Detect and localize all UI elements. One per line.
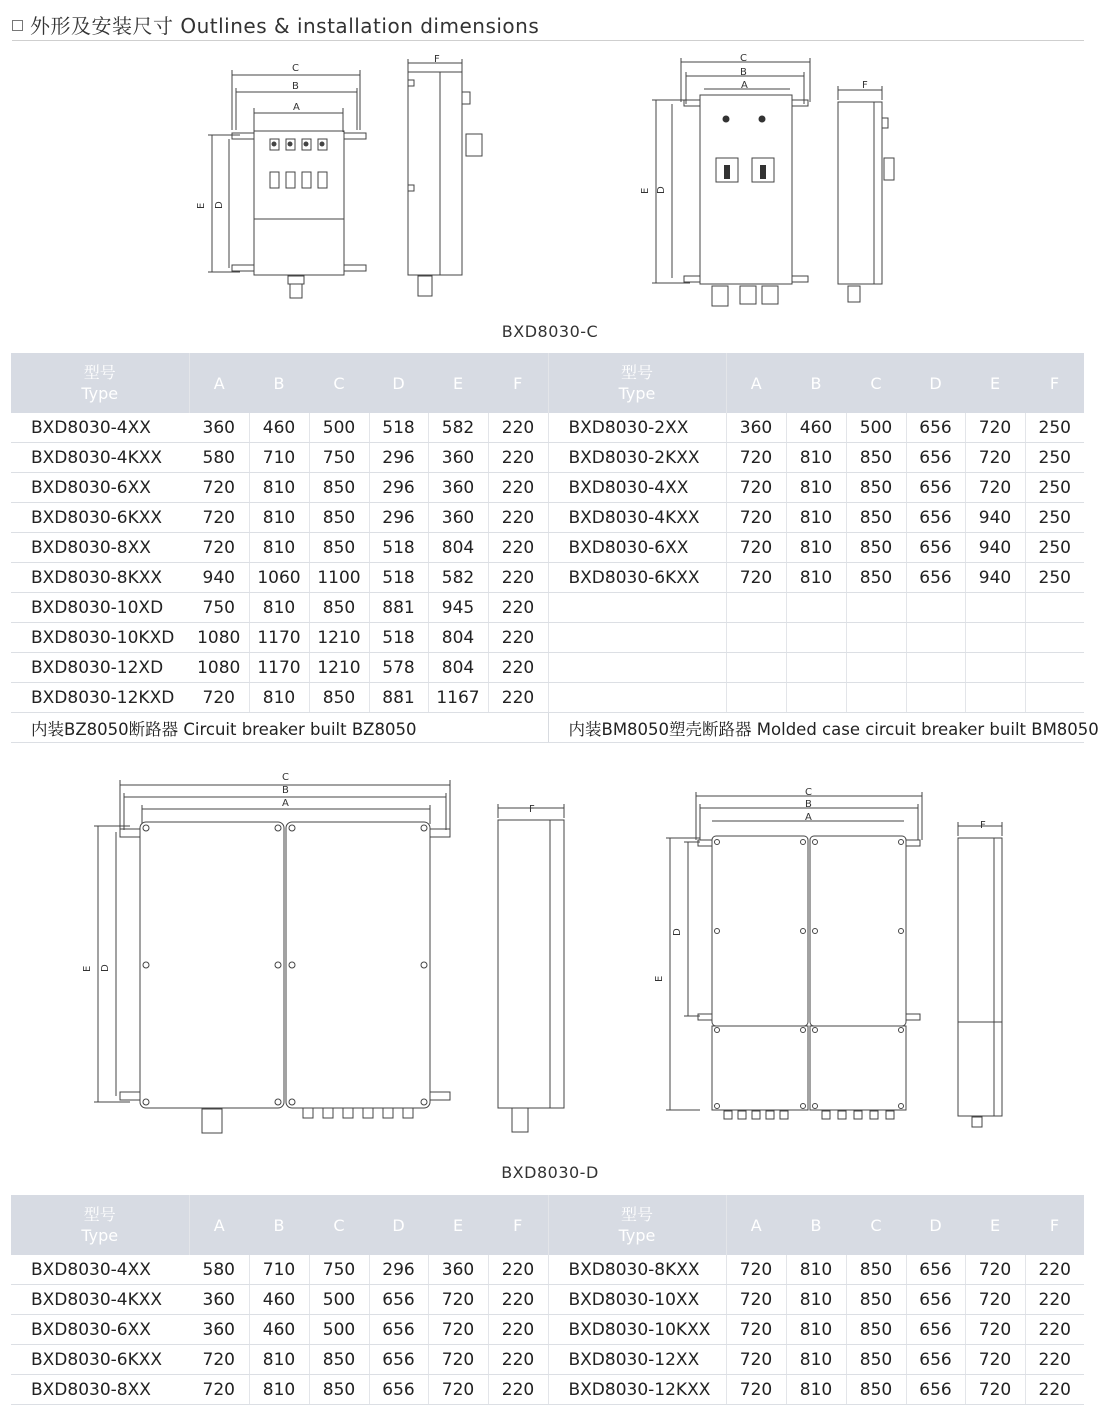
dimension-cell [1025,683,1084,713]
dimension-cell: 220 [488,1375,548,1405]
dimension-cell: 220 [488,1255,548,1285]
dimension-cell: 220 [1025,1255,1084,1285]
dimension-cell [726,683,786,713]
svg-text:B: B [292,81,299,92]
svg-text:E: E [640,187,651,194]
dimension-cell: 810 [249,683,309,713]
dimension-cell: 810 [249,533,309,563]
svg-text:B: B [282,785,289,796]
dimension-cell: 220 [1025,1345,1084,1375]
dimension-cell [1025,623,1084,653]
header-e: E [965,1195,1025,1255]
dimension-cell: 250 [1025,443,1084,473]
dimension-cell: 1210 [309,653,369,683]
dimension-cell: 720 [189,1345,249,1375]
dimension-cell: 656 [369,1285,428,1315]
dimension-cell: 710 [249,443,309,473]
dimension-cell: 220 [488,623,548,653]
dimension-cell: 656 [906,1375,965,1405]
dimension-cell: 850 [309,473,369,503]
dimension-cell: 810 [786,443,846,473]
table-row [11,1285,1084,1315]
dimension-cell: 656 [906,533,965,563]
dimension-cell: 850 [309,503,369,533]
dimension-cell: 296 [369,473,428,503]
header-b: B [249,1195,309,1255]
header-f: F [488,1195,548,1255]
dimension-cell: 1080 [189,623,249,653]
dimension-cell: 720 [189,503,249,533]
dimension-cell: 810 [786,1315,846,1345]
dimension-cell: 810 [786,1255,846,1285]
header-f: F [488,353,548,413]
dimension-cell: 500 [846,413,906,443]
dimension-cell: 656 [369,1345,428,1375]
svg-text:E: E [196,202,207,209]
dimension-cell: 720 [726,1285,786,1315]
table-row [11,653,1084,683]
dimension-cell: 296 [369,503,428,533]
svg-text:B: B [805,799,812,810]
dimension-cell: 810 [249,503,309,533]
dimension-cell: 720 [965,1255,1025,1285]
dimension-cell: 656 [906,1285,965,1315]
svg-text:C: C [740,53,747,64]
dimension-cell: 360 [428,473,488,503]
dimension-cell: 720 [189,683,249,713]
type-cell: BXD8030-2XX [548,413,726,443]
dimension-cell: 220 [488,503,548,533]
dimension-cell: 220 [488,443,548,473]
table-row [11,443,1084,473]
dimension-cell: 720 [726,1345,786,1375]
dimension-cell: 360 [189,1285,249,1315]
type-cell: BXD8030-12XD [11,653,189,683]
table-row [11,1375,1084,1405]
type-cell: BXD8030-6KXX [548,563,726,593]
dimension-cell: 220 [1025,1285,1084,1315]
dimension-cell: 360 [428,443,488,473]
header-e: E [965,353,1025,413]
caption-bxd8030-d: BXD8030-D [501,1163,599,1182]
dimension-cell: 220 [488,563,548,593]
type-cell: BXD8030-6KXX [11,503,189,533]
dimension-cell: 460 [249,413,309,443]
dimension-cell: 720 [428,1315,488,1345]
dimension-cell [1025,593,1084,623]
dimension-cell: 460 [249,1285,309,1315]
type-cell: BXD8030-10XD [11,593,189,623]
dimension-cell: 850 [309,683,369,713]
dimension-cell [846,653,906,683]
dimension-cell: 940 [965,533,1025,563]
type-cell: BXD8030-6XX [11,473,189,503]
type-cell: BXD8030-8KXX [548,1255,726,1285]
checkbox-square-icon [12,20,23,31]
section-header [12,6,1084,41]
header-c: C [309,353,369,413]
type-cell [548,653,726,683]
dimension-cell: 720 [726,1315,786,1345]
table-note-row [11,713,1084,743]
dimension-cell: 656 [369,1375,428,1405]
spec-table-c [11,353,1099,743]
dimension-cell: 580 [189,1255,249,1285]
dimension-cell [846,623,906,653]
header-e: E [428,1195,488,1255]
table-row [11,473,1084,503]
dimension-cell: 850 [846,503,906,533]
header-b: B [249,353,309,413]
dimension-cell: 720 [726,533,786,563]
dimension-cell: 940 [965,503,1025,533]
header-type: 型号 Type [11,353,189,413]
dimension-cell: 220 [488,473,548,503]
dimension-cell [786,593,846,623]
dimension-cell: 850 [846,563,906,593]
dimension-cell: 460 [786,413,846,443]
dimension-cell: 360 [428,1255,488,1285]
dimension-cell: 656 [906,1345,965,1375]
dimension-cell: 850 [846,1345,906,1375]
dimension-cell: 720 [428,1375,488,1405]
dimension-cell: 518 [369,623,428,653]
dimension-cell: 656 [906,473,965,503]
dimension-cell [786,623,846,653]
caption-bxd8030-c: BXD8030-C [501,322,599,341]
type-cell: BXD8030-8XX [11,1375,189,1405]
dimension-cell: 804 [428,533,488,563]
dimension-cell: 1210 [309,623,369,653]
dimension-cell: 656 [906,1315,965,1345]
dimension-cell: 220 [488,413,548,443]
header-b: B [786,353,846,413]
dimension-cell: 518 [369,533,428,563]
dimension-cell: 580 [189,443,249,473]
dimension-cell: 850 [846,1315,906,1345]
dimension-cell: 720 [726,503,786,533]
dimension-cell: 881 [369,593,428,623]
dimension-cell [786,683,846,713]
header-d: D [369,1195,428,1255]
header-d: D [369,353,428,413]
dimension-cell: 250 [1025,413,1084,443]
dimension-cell: 1060 [249,563,309,593]
drawing-d [0,765,1100,1165]
svg-text:C: C [292,63,299,74]
svg-text:F: F [862,80,868,91]
dimension-cell: 250 [1025,473,1084,503]
dimension-cell: 656 [369,1315,428,1345]
type-cell: BXD8030-2KXX [548,443,726,473]
dimension-cell [906,683,965,713]
header-e: E [428,353,488,413]
table-row [11,1255,1084,1285]
type-cell: BXD8030-4KXX [11,1285,189,1315]
dimension-cell [726,653,786,683]
dimension-cell: 250 [1025,533,1084,563]
dimension-cell: 656 [906,1255,965,1285]
type-cell: BXD8030-6XX [11,1315,189,1345]
dimension-cell: 582 [428,563,488,593]
svg-text:C: C [282,772,289,783]
dimension-cell: 720 [726,1255,786,1285]
dimension-cell: 720 [965,443,1025,473]
dimension-cell: 720 [965,1285,1025,1315]
dimension-cell: 296 [369,1255,428,1285]
dimension-cell: 750 [309,1255,369,1285]
dimension-cell [906,653,965,683]
dimension-cell: 850 [846,443,906,473]
dimension-cell: 220 [488,1285,548,1315]
header-a: A [726,1195,786,1255]
svg-text:A: A [805,812,812,823]
dimension-cell: 810 [786,533,846,563]
type-cell: BXD8030-4KXX [548,503,726,533]
table-header-row [11,353,1084,413]
svg-text:F: F [980,820,986,831]
dimension-cell: 578 [369,653,428,683]
dimension-cell [846,683,906,713]
dimension-cell: 850 [846,1255,906,1285]
svg-text:F: F [529,804,535,815]
dimension-cell: 810 [786,1285,846,1315]
dimension-cell [965,593,1025,623]
table-row [11,593,1084,623]
dimension-cell: 460 [249,1315,309,1345]
dimension-cell: 810 [249,1345,309,1375]
dimension-cell: 850 [846,1285,906,1315]
svg-text:E: E [654,975,665,982]
dimension-cell: 360 [189,1315,249,1345]
dimension-cell: 720 [726,443,786,473]
dimension-cell: 850 [309,533,369,563]
svg-text:B: B [740,67,747,78]
type-cell: BXD8030-4KXX [11,443,189,473]
type-cell: BXD8030-6XX [548,533,726,563]
dimension-cell [965,623,1025,653]
dimension-cell: 810 [786,473,846,503]
dimension-cell: 220 [488,593,548,623]
dimension-cell: 810 [786,563,846,593]
dimension-cell: 656 [906,563,965,593]
type-cell: BXD8030-4XX [11,413,189,443]
type-cell: BXD8030-10XX [548,1285,726,1315]
note-left: 内装BZ8050断路器 Circuit breaker built BZ8050 [11,713,548,743]
type-cell: BXD8030-8KXX [11,563,189,593]
dimension-cell: 804 [428,653,488,683]
table-row [11,413,1084,443]
note-right: 内装BM8050塑壳断路器 Molded case circuit breaker built BM8050 [548,713,1084,743]
svg-text:D: D [100,964,111,972]
type-cell [548,593,726,623]
dimension-cell: 810 [786,1375,846,1405]
dimension-cell [726,593,786,623]
dimension-cell: 360 [189,413,249,443]
header-a: A [189,353,249,413]
dimension-cell: 720 [965,1375,1025,1405]
dimension-cell: 1170 [249,653,309,683]
type-cell [548,683,726,713]
header-b: B [786,1195,846,1255]
dimension-cell: 710 [249,1255,309,1285]
dimension-cell [906,593,965,623]
dimension-cell: 1170 [249,623,309,653]
dimension-cell: 720 [726,563,786,593]
dimension-cell: 220 [1025,1375,1084,1405]
header-type: 型号 Type [11,1195,189,1255]
svg-text:A: A [741,80,748,91]
svg-text:C: C [805,787,812,798]
dimension-cell [906,623,965,653]
dimension-cell: 720 [189,533,249,563]
dimension-cell: 250 [1025,503,1084,533]
header-f: F [1025,1195,1084,1255]
dimension-cell: 250 [1025,563,1084,593]
dimension-cell: 720 [965,473,1025,503]
spec-table-d [11,1195,1084,1405]
dimension-cell: 500 [309,1315,369,1345]
table-row [11,1345,1084,1375]
svg-text:D: D [214,201,225,209]
type-cell: BXD8030-12KXX [548,1375,726,1405]
dimension-cell: 850 [846,533,906,563]
type-cell: BXD8030-4XX [548,473,726,503]
type-cell: BXD8030-8XX [11,533,189,563]
dimension-cell: 720 [726,1375,786,1405]
dimension-cell: 850 [309,593,369,623]
header-d: D [906,353,965,413]
table-row [11,503,1084,533]
dimension-cell: 881 [369,683,428,713]
type-cell: BXD8030-10KXX [548,1315,726,1345]
dimension-cell: 810 [786,1345,846,1375]
dimension-cell: 518 [369,413,428,443]
dimension-cell: 850 [846,473,906,503]
dimension-cell: 1100 [309,563,369,593]
dimension-cell: 500 [309,1285,369,1315]
dimension-cell: 850 [309,1375,369,1405]
dimension-cell: 656 [906,413,965,443]
dimension-cell [786,653,846,683]
dimension-cell: 850 [846,1375,906,1405]
dimension-cell: 1167 [428,683,488,713]
svg-text:A: A [282,798,289,809]
svg-text:F: F [434,54,440,65]
dimension-cell: 220 [488,683,548,713]
dimension-cell: 720 [428,1285,488,1315]
table-row [11,1315,1084,1345]
header-c: C [309,1195,369,1255]
dimension-cell: 582 [428,413,488,443]
type-cell: BXD8030-10KXD [11,623,189,653]
dimension-cell: 940 [965,563,1025,593]
dimension-cell: 500 [309,413,369,443]
page-title: 外形及安装尺寸 Outlines & installation dimensions [30,14,540,38]
type-cell: BXD8030-6KXX [11,1345,189,1375]
header-f: F [1025,353,1084,413]
dimension-cell: 810 [249,593,309,623]
dimension-cell [1025,653,1084,683]
dimension-cell: 810 [786,503,846,533]
dimension-cell: 720 [965,1345,1025,1375]
dimension-cell: 220 [488,1345,548,1375]
dimension-cell: 720 [726,473,786,503]
table-header-row [11,1195,1084,1255]
svg-text:D: D [656,186,667,194]
header-type: 型号 Type [548,353,726,413]
dimension-cell: 1080 [189,653,249,683]
type-cell [548,623,726,653]
table-row [11,683,1084,713]
table-row [11,563,1084,593]
type-cell: BXD8030-4XX [11,1255,189,1285]
table-row [11,623,1084,653]
dimension-cell: 750 [309,443,369,473]
dimension-cell: 720 [189,473,249,503]
dimension-cell: 656 [906,503,965,533]
dimension-cell: 220 [1025,1315,1084,1345]
dimension-cell: 720 [965,1315,1025,1345]
dimension-cell: 220 [488,533,548,563]
header-c: C [846,1195,906,1255]
dimension-cell: 518 [369,563,428,593]
dimension-cell: 720 [965,413,1025,443]
header-a: A [189,1195,249,1255]
header-d: D [906,1195,965,1255]
dimension-cell: 360 [726,413,786,443]
dimension-cell: 220 [488,1315,548,1345]
dimension-cell [965,683,1025,713]
dimension-cell [846,593,906,623]
svg-text:A: A [293,102,300,113]
dimension-cell: 810 [249,473,309,503]
dimension-cell: 850 [309,1345,369,1375]
dimension-cell: 940 [189,563,249,593]
type-cell: BXD8030-12XX [548,1345,726,1375]
dimension-cell: 810 [249,1375,309,1405]
dimension-cell: 804 [428,623,488,653]
dimension-cell: 360 [428,503,488,533]
dimension-cell [726,623,786,653]
dimension-cell: 945 [428,593,488,623]
header-type: 型号 Type [548,1195,726,1255]
svg-text:D: D [672,928,683,936]
dimension-cell [965,653,1025,683]
svg-text:E: E [82,965,93,972]
header-c: C [846,353,906,413]
table-row [11,533,1084,563]
header-a: A [726,353,786,413]
dimension-cell: 750 [189,593,249,623]
dimension-cell: 656 [906,443,965,473]
type-cell: BXD8030-12KXD [11,683,189,713]
dimension-cell: 720 [428,1345,488,1375]
dimension-cell: 720 [189,1375,249,1405]
dimension-cell: 296 [369,443,428,473]
drawing-c-front-4way [0,50,1100,320]
dimension-cell: 220 [488,653,548,683]
